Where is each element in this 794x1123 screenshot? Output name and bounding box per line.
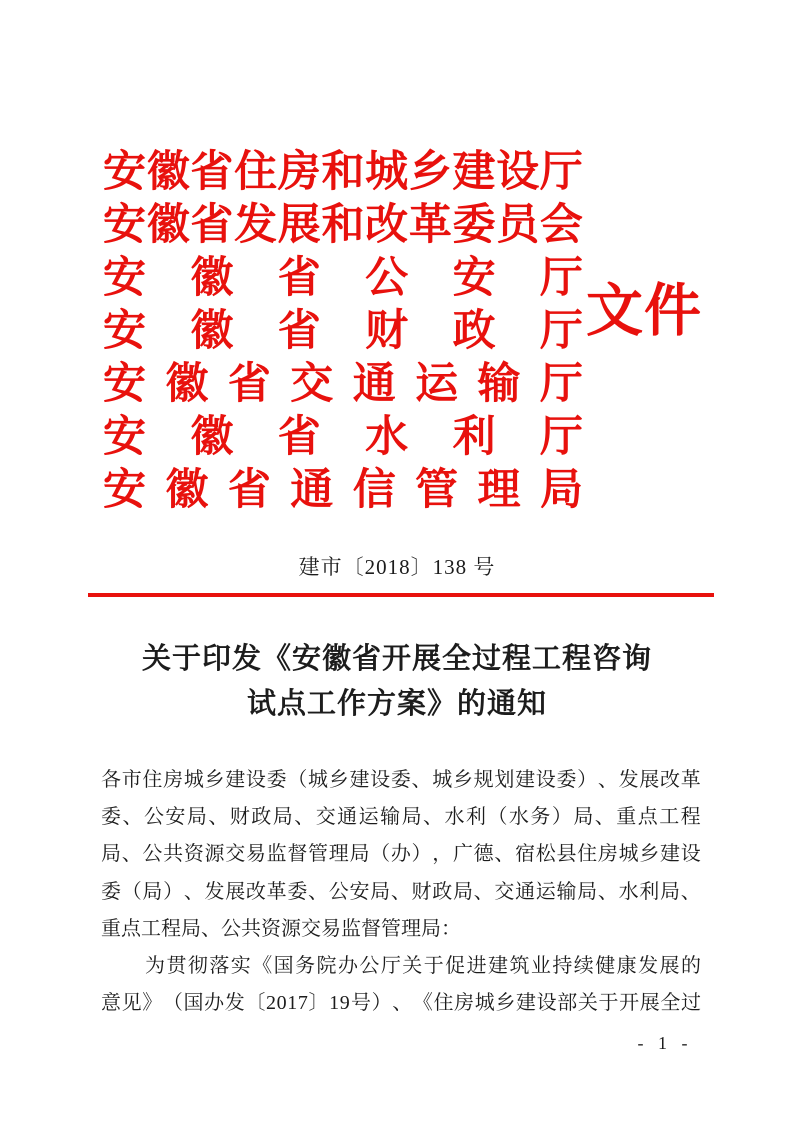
- body-line: 重点工程局、公共资源交易监督管理局：: [101, 917, 461, 940]
- document-suffix-wenjian: 文件: [586, 280, 702, 343]
- agency-line: 安 徽 省 交 通 运 输 厅: [103, 361, 583, 408]
- agency-line: 安 徽 省 水 利 厅: [103, 414, 583, 461]
- page-number: - 1 -: [637, 1033, 693, 1053]
- red-separator-line: [88, 593, 714, 597]
- agency-line: 安 徽 省 公 安 厅: [103, 255, 583, 302]
- body-line: 各 市 住 房 城 乡 建 设 委 （ 城 乡 建 设 委 、 城 乡 规 划 建 设 委 ） 、 发 展 改 革: [101, 769, 701, 791]
- document-title: [88, 637, 706, 727]
- agency-line: 安 徽 省 通 信 管 理 局: [103, 467, 583, 514]
- agency-line: 安 徽 省 发 展 和 改 革 委 员 会: [103, 202, 583, 249]
- agency-line: 安 徽 省 财 政 厅: [103, 308, 583, 355]
- body-line: 为 贯 彻 落 实 《 国 务 院 办 公 厅 关 于 促 进 建 筑 业 持 续 健 康 发 展 的: [145, 954, 701, 977]
- body-line: 委 （ 局 ） 、 发 展 改 革 委 、 公 安 局 、 财 政 局 、 交 通 运 输 局 、 水 利 局 、: [101, 880, 701, 903]
- agency-line: 安 徽 省 住 房 和 城 乡 建 设 厅: [103, 149, 583, 196]
- agency-header-block: [103, 146, 583, 517]
- title-line-1: 关于印发《安徽省开展全过程工程咨询: [141, 643, 652, 675]
- body-text: [101, 762, 701, 1022]
- body-line: 意 见 》 （ 国 办 发 〔 2 0 1 7 〕 1 9 号 ） 、 《 住 房 城 乡 建 设 部 关 于 开 展 全 过: [101, 992, 701, 1015]
- title-line-2: 试点工作方案》的通知: [246, 688, 547, 720]
- doc-reference-number: 建市〔2018〕138 号: [298, 555, 496, 579]
- body-line: 委 、 公 安 局 、 财 政 局 、 交 通 运 输 局 、 水 利 （ 水 务 ） 局 、 重 点 工 程: [101, 806, 701, 829]
- body-line: 局 、 公 共 资 源 交 易 监 督 管 理 局 （ 办 ） ， 广 德 、 宿 松 县 住 房 城 乡 建 设: [101, 843, 701, 866]
